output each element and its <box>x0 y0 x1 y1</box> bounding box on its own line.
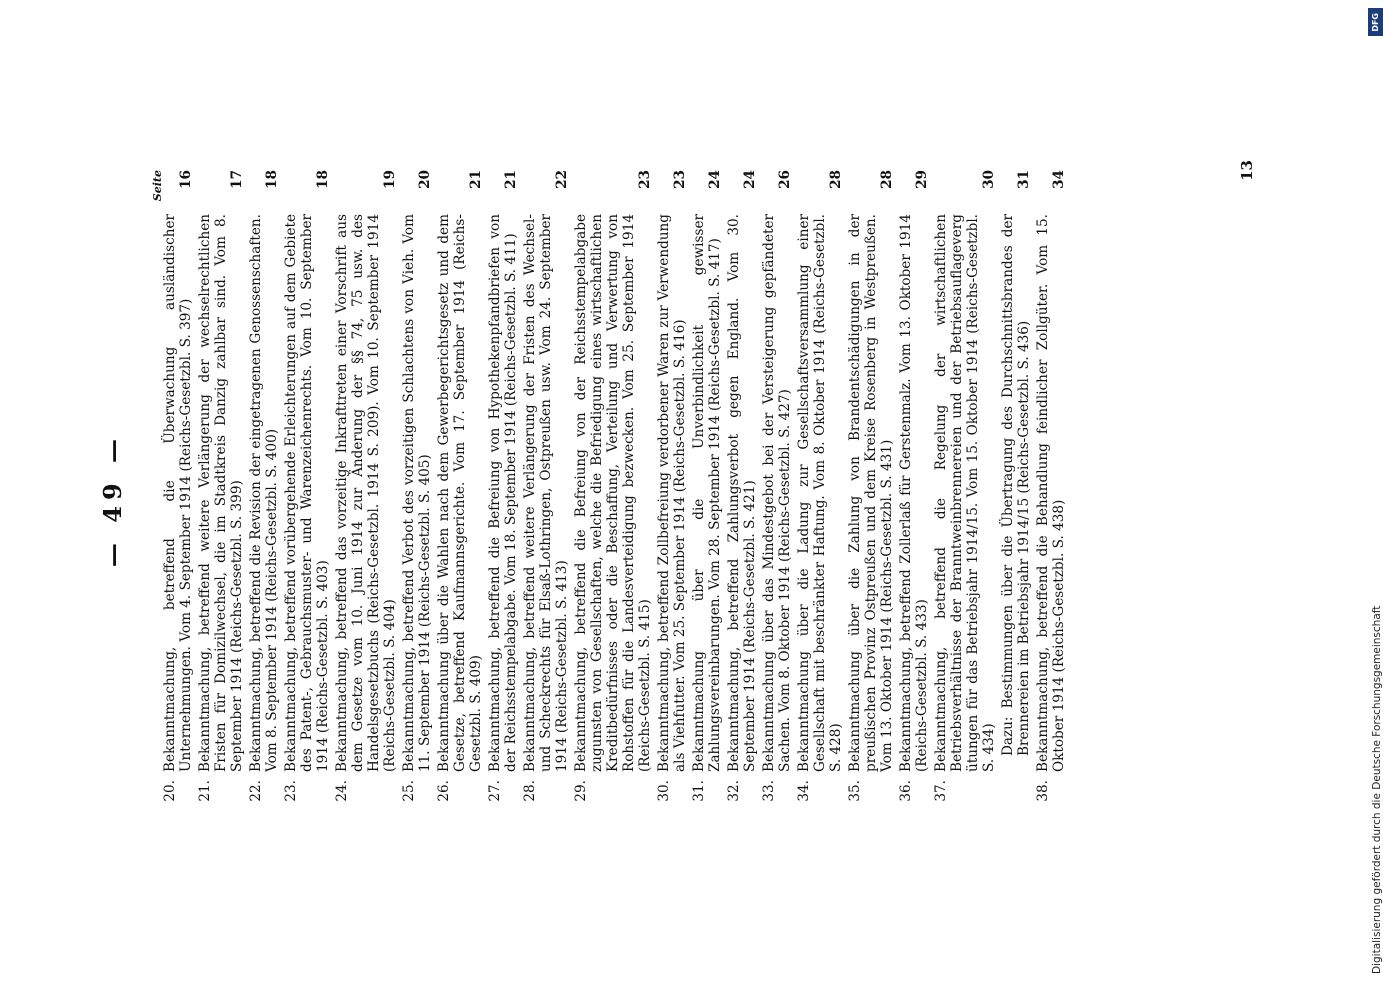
entry-text: Dazu: Bestimmungen über die Übertragung des Durchschnittsbrandes der Brennereien im Betriebsjahr 1914/15 (Reichs-Gesetzbl. S. 436) <box>1000 214 1032 756</box>
entry-number: 21. <box>197 780 213 802</box>
entry-page-number: 31 <box>1016 170 1032 189</box>
entry-page-number: 17 <box>229 170 245 189</box>
entry-page-number: 28 <box>828 170 844 189</box>
toc-entry <box>334 170 398 810</box>
page-header-number: — 49 — <box>98 432 127 568</box>
toc-entry <box>691 170 723 810</box>
toc-entry <box>847 170 895 810</box>
entry-page-number: 24 <box>742 170 758 189</box>
entry-number: 30. <box>656 780 672 802</box>
entry-number: 32. <box>726 780 742 802</box>
entry-number: 26. <box>436 780 452 802</box>
entry-text: Bekanntmachung, betreffend die Regelung der wirtschaftlichen Betriebsverhältnisse der Branntweinbrennereien und der Betriebsauflageverg ütungen für das Betriebsjahr 1914/15. Vom 15. Oktober 1914 (Reichs-Gesetzbl. S. 434) <box>933 214 997 772</box>
entry-text: Bekanntmachung, betreffend die Revision der eingetragenen Genossenschaften. Vom 8. September 1914 (Reichs-Gesetzbl. S. 400) <box>248 214 280 772</box>
entry-text: Bekanntmachung, betreffend die Befreiung von Hypothekenpfandbriefen von der Reichsstempelabgabe. Vom 18. September 1914 (Reichs-Gesetzbl. S. 411) <box>487 214 519 772</box>
entry-page-number: 21 <box>468 170 484 189</box>
toc-entry <box>726 170 758 810</box>
entry-number: 34. <box>796 780 812 802</box>
entry-text: Bekanntmachung, betreffend Zollerlaß für Gerstenmalz. Vom 13. Oktober 1914 (Reichs-Gesetzbl. S. 433) <box>898 214 930 772</box>
seite-column-label: Seite <box>151 170 164 202</box>
toc-entry <box>401 170 433 810</box>
entry-number: 22. <box>248 780 264 802</box>
toc-entry <box>197 170 245 810</box>
entry-text: Bekanntmachung über die Zahlung von Brandentschädigungen in der preußischen Provinz Ostpreußen und dem Kreise Rosenberg in Westpreußen. Vom 13. Oktober 1914 (Reichs-Gesetzbl. S. 431) <box>847 214 895 772</box>
toc-entry <box>898 170 930 810</box>
entry-text: Bekanntmachung, betreffend die Befreiung von der Reichsstempelabgabe zugunsten von Gesellschaften, welche die Befriedigung eines wirtschaftlichen Kreditbedürfnisses oder die Beschaffung, Verteilung und Verwertung von Rohstoffen für die Landesverteidigung bezwecken. Vom 25. September 1914 (Reichs-Gesetzbl. S. 415) <box>573 214 653 772</box>
entry-text: Bekanntmachung, betreffend Verbot des vorzeitigen Schlachtens von Vieh. Vom 11. September 1914 (Reichs-Gesetzbl. S. 405) <box>401 214 433 772</box>
entry-page-number: 18 <box>264 170 280 189</box>
toc-entry <box>656 170 688 810</box>
entry-number: 29. <box>573 780 589 802</box>
entry-page-number: 24 <box>707 170 723 189</box>
entry-text: Bekanntmachung, betreffend die Behandlung feindlicher Zollgüter. Vom 15. Oktober 1914 (Reichs-Gesetzbl. S. 438) <box>1035 214 1067 772</box>
entry-text: Bekanntmachung, betreffend das vorzeitige Inkrafttreten einer Vorschrift aus dem Gesetze vom 10. Juni 1914 zur Änderung der §§ 74, 75 usw. des Handelsgesetzbuchs (Reichs-Gesetzbl. 1914 S. 209). Vom 10. September 1914 (Reichs-Gesetzbl. S. 404) <box>334 214 398 772</box>
entry-page-number: 28 <box>879 170 895 189</box>
entry-number: 27. <box>487 780 503 802</box>
toc-entry <box>573 170 653 810</box>
toc-entry <box>933 170 997 810</box>
entry-number: 38. <box>1035 780 1051 802</box>
toc-entry <box>522 170 570 810</box>
toc-entry <box>283 170 331 810</box>
entry-number: 25. <box>401 780 417 802</box>
entry-page-number: 21 <box>503 170 519 189</box>
toc-entry <box>761 170 793 810</box>
toc-entry <box>248 170 280 810</box>
entry-page-number: 20 <box>417 170 433 189</box>
entry-text: Bekanntmachung über das Mindestgebot bei der Versteigerung gepfändeter Sachen. Vom 8. Oktober 1914 (Reichs-Gesetzbl. S. 427) <box>761 214 793 772</box>
entry-text: Bekanntmachung über die Unverbindlichkeit gewisser Zahlungsvereinbarungen. Vom 28. September 1914 (Reichs-Gesetzbl. S. 417) <box>691 214 723 772</box>
entry-page-number: 22 <box>554 170 570 189</box>
entry-page-number: 26 <box>777 170 793 189</box>
toc-entry <box>436 170 484 810</box>
entry-number: 31. <box>691 780 707 802</box>
entry-text: Bekanntmachung, betreffend die Überwachung ausländischer Unternehmungen. Vom 4. September 1914 (Reichs-Gesetzbl. S. 397) <box>162 214 194 772</box>
entry-text: Bekanntmachung, betreffend weitere Verlängerung der wechselrechtlichen Fristen für Domizilwechsel, die im Stadtkreis Danzig zahlbar sind. Vom 8. September 1914 (Reichs-Gesetzbl. S. 399) <box>197 214 245 772</box>
entry-number: 37. <box>933 780 949 802</box>
toc-entry <box>796 170 844 810</box>
entry-number: 24. <box>334 780 350 802</box>
entry-number: 33. <box>761 780 777 802</box>
toc-entry <box>162 170 194 810</box>
toc-entry <box>1035 170 1067 810</box>
entry-number: 35. <box>847 780 863 802</box>
entry-page-number: 29 <box>914 170 930 189</box>
entry-text: Bekanntmachung über die Wahlen nach dem Gewerbegerichtsgesetz und dem Gesetze, betreffend Kaufmannsgerichte. Vom 17. September 1914 (Reichs-Gesetzbl. S. 409) <box>436 214 484 772</box>
entry-number: 23. <box>283 780 299 802</box>
toc-entry-list <box>162 170 1070 810</box>
entry-page-number: 23 <box>637 170 653 189</box>
entry-text: Bekanntmachung, betreffend weitere Verlängerung der Fristen des Wechsel- und Scheckrechts für Elsaß-Lothringen, Ostpreußen usw. Vom 24. September 1914 (Reichs-Gesetzbl. S. 413) <box>522 214 570 772</box>
entry-number: 28. <box>522 780 538 802</box>
toc-entry <box>487 170 519 810</box>
entry-text: Bekanntmachung, betreffend Zahlungsverbot gegen England. Vom 30. September 1914 (Reichs-Gesetzbl. S. 421) <box>726 214 758 772</box>
entry-page-number: 18 <box>315 170 331 189</box>
entry-text: Bekanntmachung, betreffend Zollbefreiung verdorbener Waren zur Verwendung als Viehfutter. Vom 25. September 1914 (Reichs-Gesetzbl. S. 416) <box>656 214 688 772</box>
signature-number: 13 <box>1238 160 1256 181</box>
entry-page-number: 34 <box>1051 170 1067 189</box>
entry-text: Bekanntmachung, betreffend vorübergehende Erleichterungen auf dem Gebiete des Patent-, Gebrauchsmuster- und Warenzeichenrechts. Vom 10. September 1914 (Reichs-Gesetzbl. S. 403) <box>283 214 331 772</box>
entry-number: 36. <box>898 780 914 802</box>
entry-page-number: 16 <box>178 170 194 189</box>
entry-page-number: 30 <box>981 170 997 189</box>
dfg-logo-text: DFG <box>1371 12 1380 32</box>
entry-page-number: 19 <box>382 170 398 189</box>
entry-page-number: 23 <box>672 170 688 189</box>
entry-text: Bekanntmachung über die Ladung zur Gesellschaftsversammlung einer Gesellschaft mit beschränkter Haftung. Vom 8. Oktober 1914 (Reichs-Gesetzbl. S. 428) <box>796 214 844 772</box>
entry-number: 20. <box>162 780 178 802</box>
toc-entry <box>1000 170 1032 810</box>
dfg-funding-note: Digitalisierung gefördert durch die Deutsche Forschungsgemeinschaft <box>1371 605 1383 974</box>
